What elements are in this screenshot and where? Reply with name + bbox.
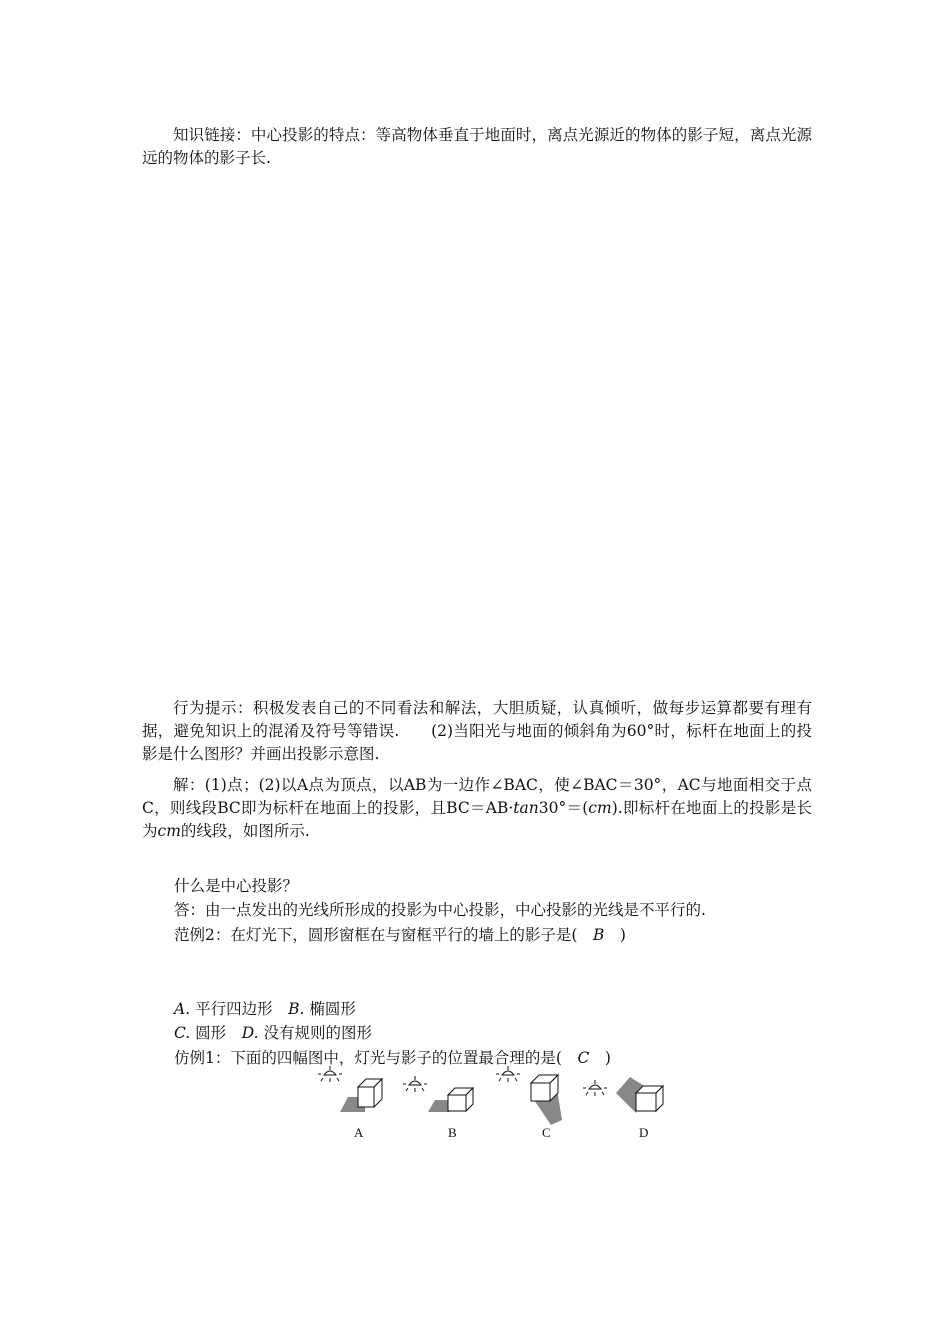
cube [636,1086,663,1111]
lamp-icon [403,1076,427,1092]
tan-text: tan [513,799,539,817]
imitation1-text: 下面的四幅图中，灯光与影子的位置最合理的是( [230,1049,562,1067]
figure-label-b: B [448,1125,457,1140]
option-a-letter: A. [174,1000,191,1018]
example2-line [174,924,626,947]
figure-label-d: D [639,1125,649,1140]
knowledge-link-paragraph: 知识链接：中心投影的特点：等高物体垂直于地面时，离点光源近的物体的影子短，离点光源远的物体的影子长. [142,126,812,167]
imitation1-label: 仿例1： [174,1049,231,1067]
lamp-icon [496,1066,520,1082]
unit-cm: cm [588,799,612,817]
figure-label-c: C [542,1125,551,1140]
options-line-2 [174,1022,372,1045]
question-line: 什么是中心投影？ [174,877,299,895]
solution-paragraph [142,774,812,843]
behavior-tip-paragraph: 行为提示：积极发表自己的不同看法和解法，大胆质疑，认真倾听，做每步运算都要有理有据，避免知识上的混淆及符号等错误. (2)当阳光与地面的倾斜角为60°时，标杆在地面上的投影是什么图形？并画出投影示意图. [142,699,812,763]
option-b-letter: B. [288,1000,305,1018]
imitation1-answer: C [577,1049,590,1067]
answer-line: 答：由一点发出的光线所形成的投影为中心投影，中心投影的光线是不平行的. [174,901,706,919]
cube [358,1079,382,1107]
figure-label-a: A [354,1125,364,1140]
option-b-text: 椭圆形 [309,1000,356,1018]
panel-d [583,1077,663,1140]
option-a-text: 平行四边形 [195,1000,273,1018]
solution-mid2: ).即标杆在地面上的投影是长为 [142,799,812,840]
lamp-shadow-figure [310,1065,670,1145]
panel-b [403,1076,473,1140]
example2-label: 范例2： [174,926,231,944]
example2-text: 在灯光下，圆形窗框在与窗框平行的墙上的影子是( [230,926,578,944]
unit-cm: cm [157,822,181,840]
solution-suffix: 的线段，如图所示. [180,822,310,840]
panel-a [318,1066,382,1140]
option-d-letter: D. [241,1024,259,1042]
lamp-icon [583,1080,607,1096]
imitation1-close: ) [604,1049,611,1067]
cube [448,1088,473,1111]
example2-answer: B [592,926,605,944]
shadow [428,1100,450,1112]
lamp-icon [318,1066,342,1082]
lamp-shadow-svg [310,1065,670,1145]
options-line-1 [174,998,356,1021]
example2-close: ) [619,926,626,944]
solution-prefix: 解：(1)点；(2)以A点为顶点，以AB为一边作∠BAC，使∠BAC＝30°，AC与地面相交于点C，则线段BC即为标杆在地面上的投影，且BC＝AB· [142,776,812,817]
solution-mid: 30°＝( [538,799,589,817]
option-c-letter: C. [174,1024,191,1042]
option-d-text: 没有规则的图形 [263,1024,372,1042]
cube [531,1075,558,1101]
option-c-text: 圆形 [195,1024,227,1042]
panel-c [496,1066,562,1140]
